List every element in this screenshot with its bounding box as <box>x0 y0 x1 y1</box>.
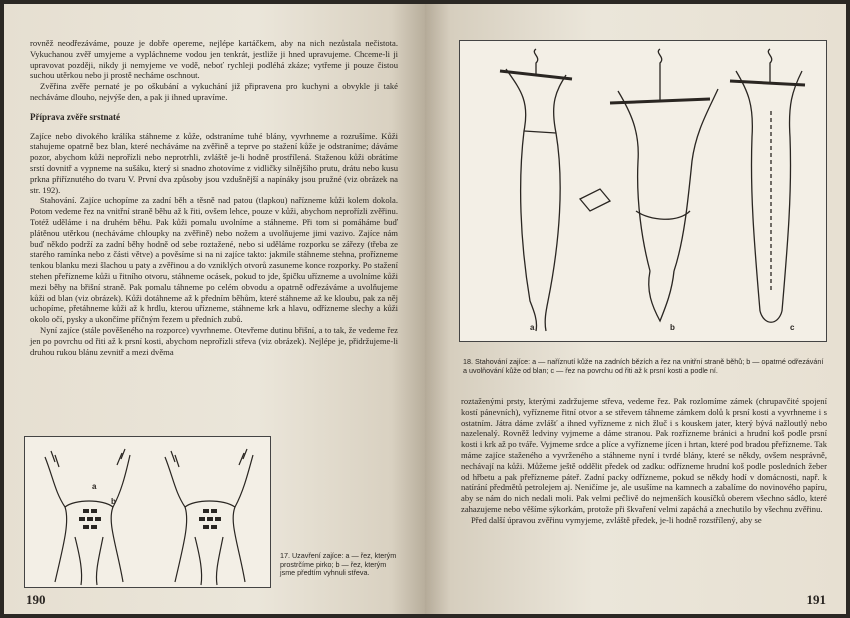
figure-17-illustration <box>25 437 270 587</box>
left-paragraph-3: Zajíce nebo divokého králíka stáhneme z kůže, odstraníme tuhé blány, vyvrhneme a rozrušíme. Kůži stahujeme opatrně bez blan, které necháváme na zvěřině a teprve po stažení kůže je odstraníme; dáváme pozor, abychom kůži neprořízli nebo neprotrhli, zvláště je-li hodně prostřílená. Staženou kůži obrátíme srstí dovnitř a vypneme na sušáku, který si snadno zhotovíme z vidličky silnějšího prutu, drátu nebo kusu prkna přiříznutého do tvaru V. První dva způsoby jsou vzdušnější a napínáky jsou pružné (viz obrázek na str. 192). <box>30 130 398 195</box>
figure-18-label-c: c <box>790 323 795 332</box>
right-paragraph-2: Před další úpravou zvěřinu vymyjeme, zvláště předek, je-li hodně rozstřílený, aby se <box>471 514 762 525</box>
left-paragraph-4: Stahování. Zajíce uchopíme za zadní běh a těsně nad patou (tlapkou) nařízneme kůži kolem dokola. Potom vedeme řez na vnitřní straně běhu až k řiti, ovšem lehce, pouze v kůži, abychom neprořízli zvěřinu. Totéž uděláme i na druhém běhu. Pak kůži pomalu uvolníme a stáhneme. Při tom si pomáháme buď plátěnou utěrkou (necháváme chloupky na zvěřině) nebo nožem a uvolňujeme jimi vazivo. Zajíce nám buď někdo podrží za zadní běhy hodně od sebe roztažené, nebo si uděláme rozporku se zářezy (třeba ze starého ramínka nebo z části větve) a pověsíme si na ni zajíce takto: jakmile stáhneme stehna, prořízneme tenkou blanku mezi šlachou u paty a zvěřinou a do vzniklých otvorů zasuneme konce rozporky. Po stažení stehen přeřízneme kůži u řitního otvoru, stáhneme ocásek, pokud to jde, špičku uřízneme a uvolníme kůži mezi běhy na břišní straně. Pak pomalu táhneme po celém obvodu a opatrně odřezáváme a uvolňujeme kůži od blan (viz obrázek). Kůži dotáhneme až k předním běhům, které stáhneme až ke kloubu, pak za něj uchopíme, přetáhneme kůži až k hrdlu, kterou uřízneme, stáhneme krk a hlavu, odřízneme slechy a kůži okolo očí, pysky a ukončíme příčným řezem u předních zubů. <box>30 195 398 325</box>
figure-18 <box>459 40 827 342</box>
right-text-block <box>461 396 827 526</box>
page-number-left: 190 <box>26 592 46 607</box>
left-paragraph-5: Nyní zajíce (stále pověšeného na rozporce) vyvrhneme. Otevřeme dutinu břišní, a to tak, že vedeme řez jen po povrchu od řiti až k prsní kosti, abychom neprořízli střeva (viz obrázek). Nejlépe je, přidržujeme-li druhou rukou blánu zevnitř a mezi dvěma <box>30 324 398 357</box>
figure-17 <box>24 436 271 588</box>
figure-18-label-a: a <box>530 323 535 332</box>
figure-17-caption: 17. Uzavření zajíce: a — řez, kterým prostrčíme pirko; b — řez, kterým jsme předtím vyhnuli střeva. <box>280 551 397 578</box>
page-number-right: 191 <box>806 592 826 607</box>
figure-18-label-b: b <box>670 323 675 332</box>
left-text-block <box>30 38 398 357</box>
left-page <box>4 4 425 614</box>
figure-17-label-b: b <box>111 497 116 506</box>
figure-18-illustration <box>460 41 826 341</box>
left-paragraph-2: Zvěřina zvěře pernaté je po oškubání a vykuchání již připravena pro kuchyni a obvykle ji také necháváme dlouho, nejvýše den, a pak ji ihned upravíme. <box>30 81 398 102</box>
right-paragraph-1: roztaženými prsty, kterými zadržujeme střeva, vedeme řez. Pak rozlomíme zámek (chrupavčité spojení kostí pánevních), vyřízneme řitní otvor a se střevem táhneme zámkem dolů k prsní kosti a vyvrhneme i s ostatním. Játra dáme zvlášť a ihned vyřízneme z nich žluč i s kouskem jater, který bývá nažloutlý nebo nazelenalý. Rovněž ledviny vyjmeme a dáme stranou. Pak rozřízneme bránici a hrudní koš podle prsní kosti i krk až po tváře. Vyjmeme srdce a plíce a vyřízneme jícen i hrtan, které pod bradou přeřízneme. Tak máme zajíce staženého a vyvrženého a stáhneme nyní i tvrdé blány, které se někdy, ovšem nesprávně, nechávají na kůži. Můžeme ještě oddělit předek od zadku: odřízneme hrudní koš podle posledních žeber od hřbetu a pak přeřízneme páteř. Zadní packy odřízneme, pokud se někdy hodí v domácnosti, např. k natírání předmětů petrolejem aj. Neničíme je, ale usušíme na kamnech a zabalíme do novinového papíru, aby se nám do nich nedali moli. Pak velmi pečlivě do nejmenších kousíčků oberem všechno sádlo, které zahazujeme nebo věšíme sýkorkám, protože při škvaření velmi zapáchá a znechutilo by všechnu zvěřinu. <box>461 396 827 514</box>
section-heading: Příprava zvěře srstnaté <box>30 111 120 122</box>
figure-17-label-a: a <box>92 482 97 491</box>
left-paragraph-1: rovněž neodřezáváme, pouze je dobře opereme, nejlépe kartáčkem, aby na nich nezůstala nečistota. Vykuchanou zvěř umyjeme a vypláchneme vodou jen tenkrát, jestliže ji hned upravujeme. Chceme-li ji upravovat později, nikdy ji nemyjeme ve vodě, neboť rychleji podléhá zkáze; vytřeme ji pouze čistou suchou utěrkou nebo ji prostě necháme oschnout. <box>30 38 398 81</box>
figure-18-caption: 18. Stahování zajíce: a — naříznutí kůže na zadních bězích a řez na vnitřní straně běhů; b — opatrné odřezávání a uvolňování kůže od blan; c — řez na povrchu od řiti až k prsní kosti a podle ní. <box>463 357 824 375</box>
right-page <box>425 4 846 614</box>
